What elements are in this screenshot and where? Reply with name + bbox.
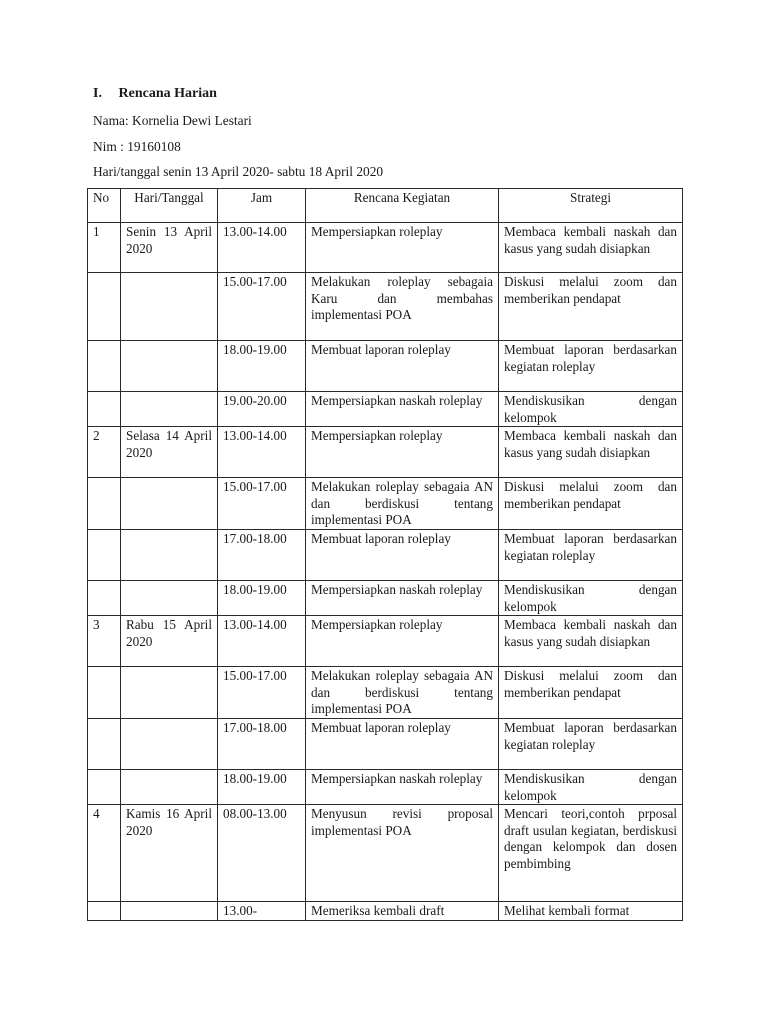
cell-rencana-kegiatan: Mempersiapkan roleplay: [306, 427, 499, 478]
cell-jam: 19.00-20.00: [218, 392, 306, 427]
cell-jam: 15.00-17.00: [218, 273, 306, 341]
section-title: Rencana Harian: [118, 86, 217, 101]
cell-no: [88, 529, 121, 580]
table-row: [88, 341, 683, 392]
cell-strategi: Mencari teori,contoh prposal draft usulan kegiatan, berdiskusi dengan kelompok dan dosen pembimbing: [499, 805, 683, 902]
cell-hari-tanggal: Senin 13 April 2020: [121, 223, 218, 273]
cell-strategi: Membuat laporan berdasarkan kegiatan roleplay: [499, 529, 683, 580]
table-row: [88, 718, 683, 769]
nama-line: Nama: Kornelia Dewi Lestari: [93, 113, 252, 128]
cell-strategi: Mendiskusikan dengan kelompok: [499, 580, 683, 615]
cell-jam: 17.00-18.00: [218, 529, 306, 580]
cell-hari-tanggal: [121, 718, 218, 769]
table-row: [88, 902, 683, 921]
cell-jam: 15.00-17.00: [218, 478, 306, 530]
cell-strategi: Membaca kembali naskah dan kasus yang sudah disiapkan: [499, 223, 683, 273]
cell-no: [88, 902, 121, 921]
table-row: [88, 478, 683, 530]
table-row: [88, 529, 683, 580]
cell-hari-tanggal: Kamis 16 April 2020: [121, 805, 218, 902]
cell-no: 1: [88, 223, 121, 273]
cell-hari-tanggal: [121, 341, 218, 392]
cell-hari-tanggal: [121, 769, 218, 804]
cell-hari-tanggal: [121, 902, 218, 921]
table-row: [88, 580, 683, 615]
cell-jam: 08.00-13.00: [218, 805, 306, 902]
header-rencana-kegiatan: Rencana Kegiatan: [306, 189, 499, 223]
cell-no: [88, 478, 121, 530]
cell-strategi: Mendiskusikan dengan kelompok: [499, 392, 683, 427]
cell-rencana-kegiatan: Melakukan roleplay sebagaia Karu dan membahas implementasi POA: [306, 273, 499, 341]
cell-rencana-kegiatan: Mempersiapkan naskah roleplay: [306, 580, 499, 615]
cell-rencana-kegiatan: Membuat laporan roleplay: [306, 341, 499, 392]
cell-strategi: Membuat laporan berdasarkan kegiatan roleplay: [499, 718, 683, 769]
cell-hari-tanggal: [121, 392, 218, 427]
cell-hari-tanggal: [121, 273, 218, 341]
cell-hari-tanggal: Selasa 14 April 2020: [121, 427, 218, 478]
table-row: [88, 667, 683, 719]
cell-hari-tanggal: [121, 478, 218, 530]
cell-jam: 13.00-14.00: [218, 427, 306, 478]
cell-jam: 18.00-19.00: [218, 580, 306, 615]
cell-no: [88, 273, 121, 341]
header-hari-tanggal: Hari/Tanggal: [121, 189, 218, 223]
section-number: I.: [93, 86, 102, 101]
cell-no: 3: [88, 616, 121, 667]
cell-hari-tanggal: [121, 529, 218, 580]
table-header-row: [88, 189, 683, 223]
header-strategi: Strategi: [499, 189, 683, 223]
cell-hari-tanggal: [121, 667, 218, 719]
cell-rencana-kegiatan: Mempersiapkan naskah roleplay: [306, 392, 499, 427]
schedule-table: [87, 188, 683, 921]
cell-rencana-kegiatan: Mempersiapkan roleplay: [306, 616, 499, 667]
cell-rencana-kegiatan: Menyusun revisi proposal implementasi POA: [306, 805, 499, 902]
section-heading: [93, 86, 217, 102]
date-range-line: Hari/tanggal senin 13 April 2020- sabtu 18 April 2020: [93, 164, 384, 179]
cell-rencana-kegiatan: Melakukan roleplay sebagaia AN dan berdiskusi tentang implementasi POA: [306, 667, 499, 719]
cell-strategi: Diskusi melalui zoom dan memberikan pendapat: [499, 478, 683, 530]
cell-strategi: Mendiskusikan dengan kelompok: [499, 769, 683, 804]
table-row: [88, 223, 683, 273]
cell-jam: 15.00-17.00: [218, 667, 306, 719]
cell-rencana-kegiatan: Memeriksa kembali draft: [306, 902, 499, 921]
cell-hari-tanggal: Rabu 15 April 2020: [121, 616, 218, 667]
cell-jam: 18.00-19.00: [218, 769, 306, 804]
cell-strategi: Diskusi melalui zoom dan memberikan pendapat: [499, 273, 683, 341]
cell-hari-tanggal: [121, 580, 218, 615]
table-row: [88, 769, 683, 804]
cell-jam: 13.00-14.00: [218, 223, 306, 273]
cell-rencana-kegiatan: Melakukan roleplay sebagaia AN dan berdiskusi tentang implementasi POA: [306, 478, 499, 530]
cell-no: [88, 341, 121, 392]
table-row: [88, 273, 683, 341]
cell-jam: 17.00-18.00: [218, 718, 306, 769]
cell-no: [88, 667, 121, 719]
header-jam: Jam: [218, 189, 306, 223]
cell-no: [88, 769, 121, 804]
nim-line: Nim : 19160108: [93, 139, 181, 154]
cell-no: [88, 392, 121, 427]
cell-strategi: Membuat laporan berdasarkan kegiatan roleplay: [499, 341, 683, 392]
cell-strategi: Membaca kembali naskah dan kasus yang sudah disiapkan: [499, 427, 683, 478]
table-row: [88, 805, 683, 902]
cell-rencana-kegiatan: Membuat laporan roleplay: [306, 718, 499, 769]
cell-rencana-kegiatan: Membuat laporan roleplay: [306, 529, 499, 580]
cell-no: 2: [88, 427, 121, 478]
cell-strategi: Melihat kembali format: [499, 902, 683, 921]
cell-no: [88, 580, 121, 615]
header-no: No: [88, 189, 121, 223]
cell-jam: 13.00-: [218, 902, 306, 921]
cell-jam: 18.00-19.00: [218, 341, 306, 392]
cell-no: 4: [88, 805, 121, 902]
cell-no: [88, 718, 121, 769]
cell-rencana-kegiatan: Mempersiapkan roleplay: [306, 223, 499, 273]
cell-jam: 13.00-14.00: [218, 616, 306, 667]
table-row: [88, 616, 683, 667]
table-row: [88, 427, 683, 478]
cell-strategi: Diskusi melalui zoom dan memberikan pendapat: [499, 667, 683, 719]
table-row: [88, 392, 683, 427]
cell-strategi: Membaca kembali naskah dan kasus yang sudah disiapkan: [499, 616, 683, 667]
cell-rencana-kegiatan: Mempersiapkan naskah roleplay: [306, 769, 499, 804]
